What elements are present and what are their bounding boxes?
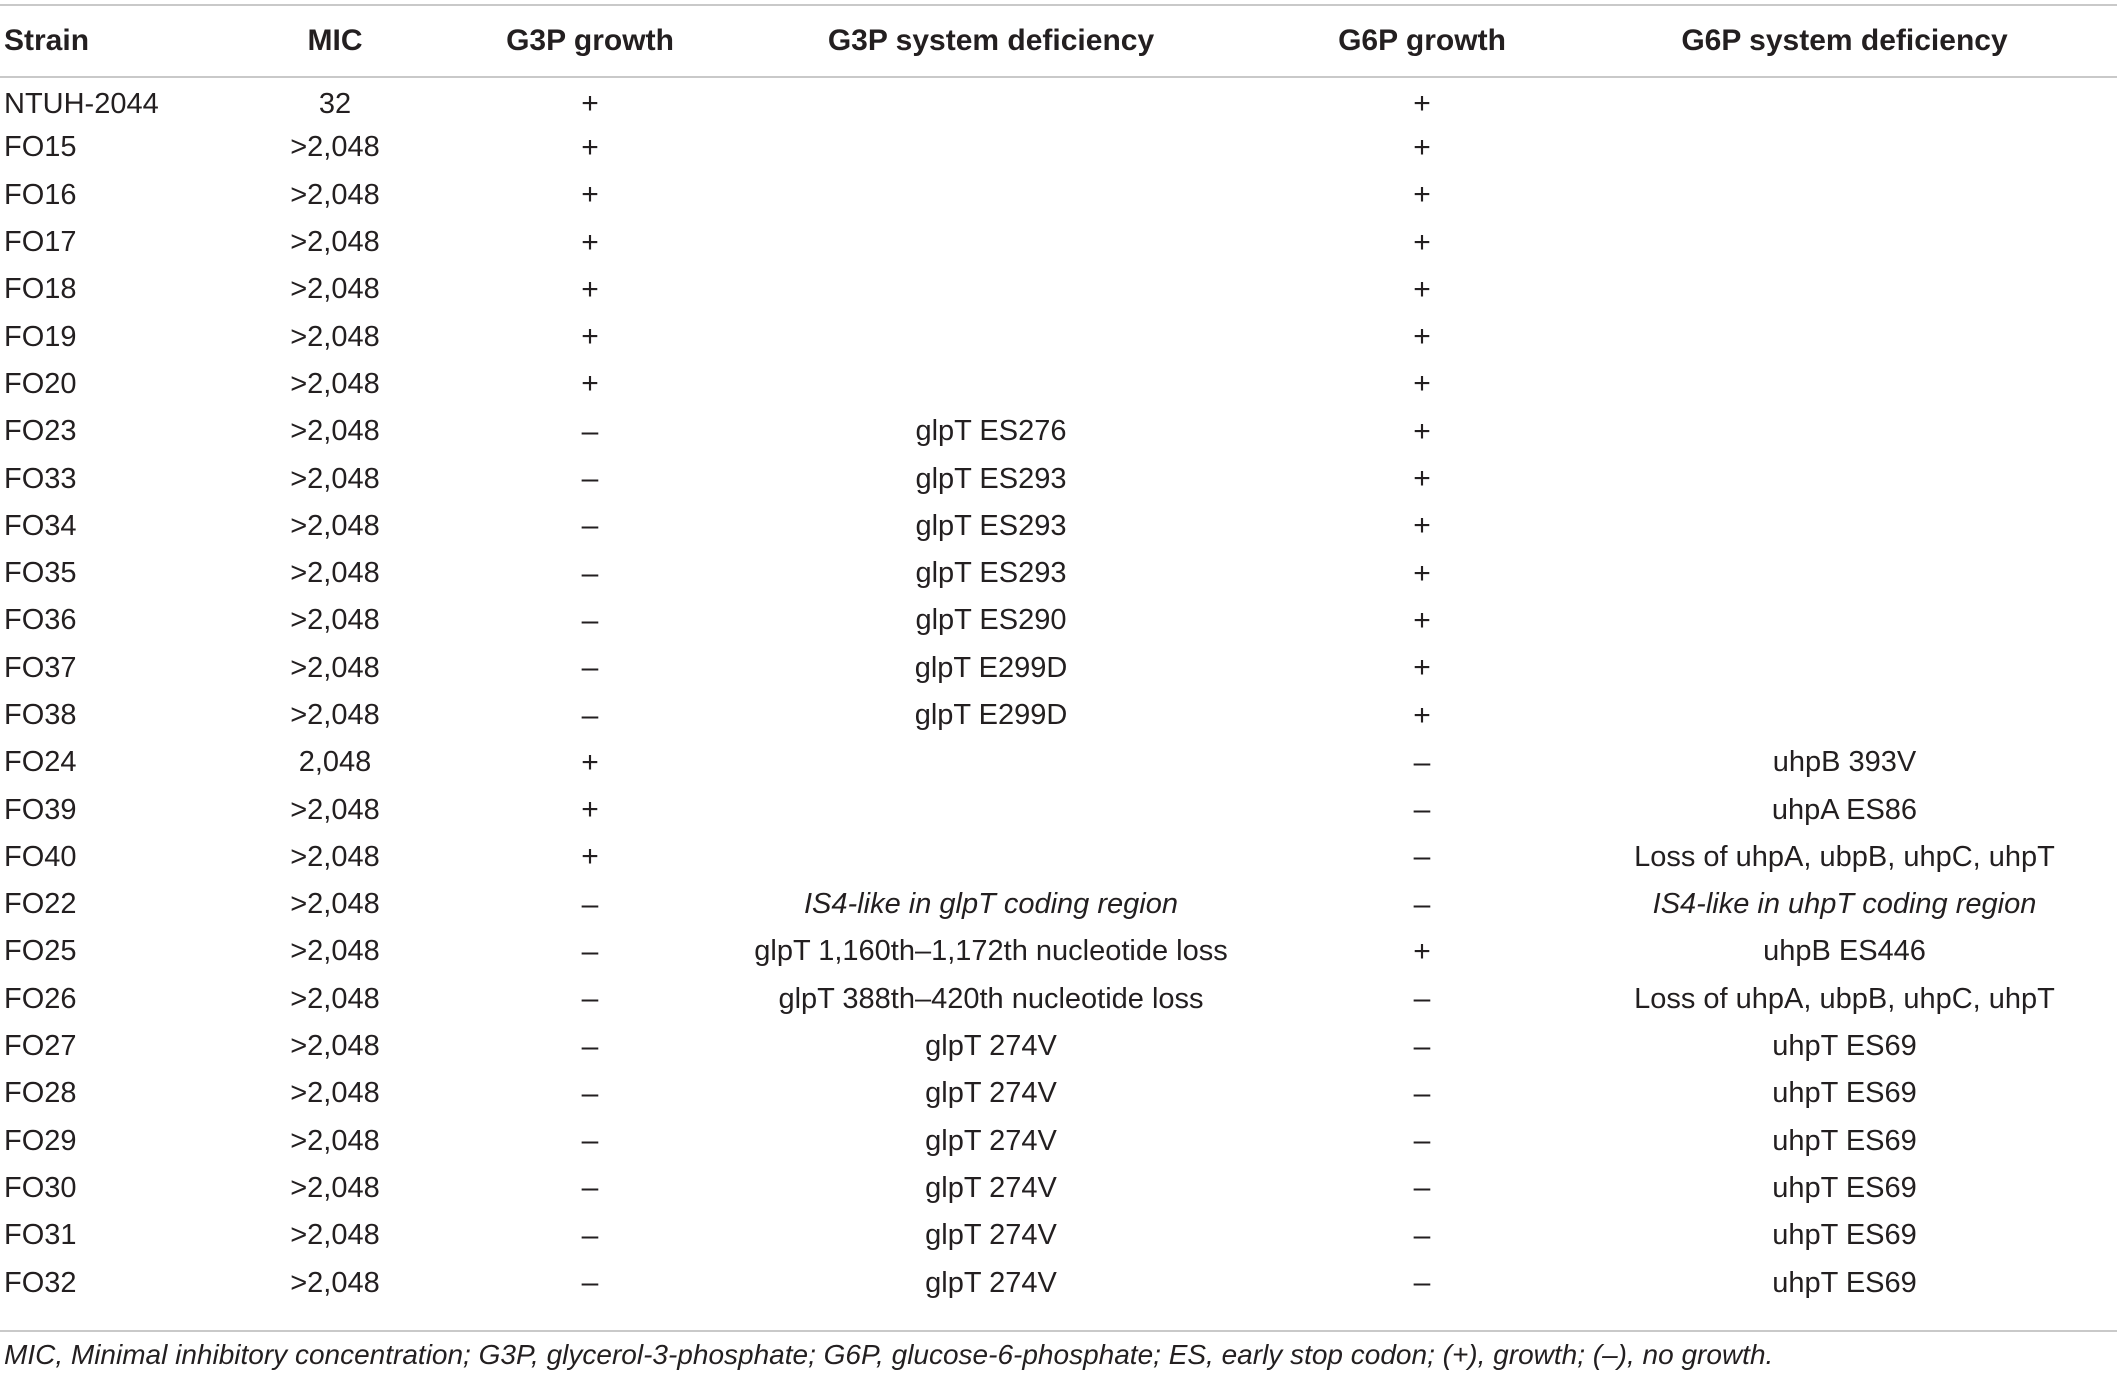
cell-g3p-growth: – bbox=[581, 462, 599, 496]
cell-g3p-deficiency bbox=[710, 361, 1272, 408]
cell-strain: FO24 bbox=[4, 746, 77, 779]
table-row bbox=[0, 408, 2117, 455]
cell-g6p-growth: + bbox=[1413, 225, 1431, 259]
table-row bbox=[0, 172, 2117, 219]
cell-g6p-growth: – bbox=[1413, 1218, 1431, 1252]
cell-strain: FO29 bbox=[4, 1124, 77, 1157]
cell-g3p-deficiency: glpT ES293 bbox=[915, 462, 1067, 495]
cell-g6p-growth: – bbox=[1413, 1171, 1431, 1205]
cell-g3p-growth: – bbox=[581, 556, 599, 590]
cell-g3p-growth: – bbox=[581, 603, 599, 637]
cell-g6p-deficiency bbox=[1572, 550, 2117, 597]
cell-g6p-deficiency bbox=[1572, 645, 2117, 692]
cell-mic: 32 bbox=[318, 87, 352, 120]
column-header-g6p-deficiency: G6P system deficiency bbox=[1681, 24, 2008, 57]
cell-mic: >2,048 bbox=[290, 131, 380, 164]
cell-g6p-growth: + bbox=[1413, 651, 1431, 685]
cell-g3p-deficiency: glpT 274V bbox=[925, 1077, 1057, 1110]
header-row bbox=[0, 5, 2117, 77]
cell-g3p-growth: + bbox=[581, 178, 599, 212]
cell-g3p-deficiency: glpT ES293 bbox=[915, 557, 1067, 590]
cell-g3p-growth: – bbox=[581, 982, 599, 1016]
table-row bbox=[0, 266, 2117, 313]
cell-g6p-deficiency bbox=[1572, 313, 2117, 360]
cell-g3p-growth: – bbox=[581, 887, 599, 921]
cell-g3p-growth: + bbox=[581, 130, 599, 164]
cell-strain: FO40 bbox=[4, 840, 77, 873]
cell-mic: >2,048 bbox=[290, 509, 380, 542]
cell-mic: >2,048 bbox=[290, 888, 380, 921]
cell-mic: >2,048 bbox=[290, 793, 380, 826]
cell-mic: >2,048 bbox=[290, 273, 380, 306]
cell-strain: FO19 bbox=[4, 320, 77, 353]
cell-g3p-growth: – bbox=[581, 651, 599, 685]
cell-mic: >2,048 bbox=[290, 1171, 380, 1204]
table-row bbox=[0, 1165, 2117, 1212]
cell-g6p-growth: + bbox=[1413, 556, 1431, 590]
cell-g6p-growth: + bbox=[1413, 698, 1431, 732]
cell-g3p-deficiency: glpT 274V bbox=[925, 1124, 1057, 1157]
table-row bbox=[0, 976, 2117, 1023]
cell-g3p-growth: + bbox=[581, 87, 599, 121]
table-row bbox=[0, 834, 2117, 881]
cell-g6p-growth: + bbox=[1413, 414, 1431, 448]
cell-g3p-deficiency: glpT 274V bbox=[925, 1171, 1057, 1204]
table-row bbox=[0, 1070, 2117, 1117]
cell-mic: >2,048 bbox=[290, 699, 380, 731]
cell-g6p-growth: – bbox=[1413, 1029, 1431, 1063]
cell-g3p-deficiency: glpT E299D bbox=[914, 651, 1068, 684]
cell-g6p-deficiency: Loss of uhpA, ubpB, uhpC, uhpT bbox=[1634, 982, 2055, 1015]
cell-mic: >2,048 bbox=[290, 178, 380, 211]
cell-mic: >2,048 bbox=[290, 651, 380, 684]
cell-strain: FO16 bbox=[4, 178, 77, 211]
cell-g3p-growth: + bbox=[581, 745, 599, 779]
table-row bbox=[0, 1118, 2117, 1165]
cell-g3p-growth: + bbox=[581, 367, 599, 401]
cell-g6p-deficiency bbox=[1572, 692, 2117, 739]
cell-strain: FO22 bbox=[4, 888, 77, 921]
table-row bbox=[0, 313, 2117, 360]
cell-strain: FO34 bbox=[4, 509, 77, 542]
cell-strain: FO17 bbox=[4, 226, 77, 259]
cell-g6p-deficiency: uhpT ES69 bbox=[1772, 1077, 1917, 1110]
cell-mic: >2,048 bbox=[290, 604, 380, 637]
table-row bbox=[0, 219, 2117, 266]
cell-g6p-deficiency: IS4-like in uhpT coding region bbox=[1652, 888, 2037, 921]
cell-g3p-growth: + bbox=[581, 320, 599, 354]
table-row bbox=[0, 881, 2117, 928]
cell-g3p-deficiency bbox=[710, 124, 1272, 171]
cell-g6p-deficiency bbox=[1572, 77, 2117, 124]
cell-strain: FO18 bbox=[4, 273, 77, 306]
cell-g6p-growth: + bbox=[1413, 462, 1431, 496]
cell-strain: FO28 bbox=[4, 1077, 77, 1110]
cell-g3p-growth: + bbox=[581, 840, 599, 874]
cell-g6p-growth: + bbox=[1413, 130, 1431, 164]
cell-g6p-deficiency bbox=[1572, 219, 2117, 266]
cell-g3p-growth: – bbox=[581, 1124, 599, 1158]
cell-g3p-deficiency bbox=[710, 77, 1272, 124]
cell-g3p-deficiency: glpT E299D bbox=[914, 699, 1068, 731]
cell-g3p-deficiency: glpT ES293 bbox=[915, 509, 1067, 542]
cell-strain: FO39 bbox=[4, 793, 77, 826]
cell-strain: FO25 bbox=[4, 935, 77, 968]
cell-g6p-growth: – bbox=[1413, 840, 1431, 874]
cell-g6p-growth: + bbox=[1413, 178, 1431, 212]
cell-strain: FO38 bbox=[4, 699, 77, 731]
cell-g6p-deficiency: uhpT ES69 bbox=[1772, 1171, 1917, 1204]
table-row bbox=[0, 1259, 2117, 1306]
cell-strain: FO26 bbox=[4, 982, 77, 1015]
cell-strain: FO27 bbox=[4, 1030, 77, 1063]
cell-strain: FO23 bbox=[4, 415, 77, 448]
cell-g6p-deficiency: uhpT ES69 bbox=[1772, 1124, 1917, 1157]
cell-g3p-growth: – bbox=[581, 698, 599, 732]
column-header-g6p-growth: G6P growth bbox=[1338, 24, 1506, 57]
cell-g6p-deficiency bbox=[1572, 408, 2117, 455]
cell-g3p-growth: – bbox=[581, 509, 599, 543]
cell-g6p-deficiency bbox=[1572, 361, 2117, 408]
cell-g3p-growth: – bbox=[581, 1266, 599, 1300]
cell-mic: >2,048 bbox=[290, 1219, 380, 1252]
cell-g6p-growth: + bbox=[1413, 934, 1431, 968]
cell-strain: FO15 bbox=[4, 131, 77, 164]
cell-strain: FO37 bbox=[4, 651, 77, 684]
cell-g6p-deficiency bbox=[1572, 172, 2117, 219]
table-row bbox=[0, 928, 2117, 975]
cell-g6p-deficiency: uhpB ES446 bbox=[1763, 935, 1926, 968]
table-row bbox=[0, 503, 2117, 550]
cell-g6p-deficiency bbox=[1572, 124, 2117, 171]
table-body bbox=[0, 77, 2117, 1307]
cell-strain: FO30 bbox=[4, 1171, 77, 1204]
cell-g3p-deficiency: IS4-like in glpT coding region bbox=[804, 888, 1178, 921]
cell-g3p-deficiency bbox=[710, 786, 1272, 833]
table-row bbox=[0, 597, 2117, 644]
cell-g6p-growth: + bbox=[1413, 509, 1431, 543]
cell-mic: >2,048 bbox=[290, 1077, 380, 1110]
cell-mic: >2,048 bbox=[290, 982, 380, 1015]
cell-g6p-deficiency: uhpB 393V bbox=[1772, 746, 1917, 779]
cell-g6p-growth: – bbox=[1413, 1266, 1431, 1300]
table-footnote: MIC, Minimal inhibitory concentration; G3P, glycerol-3-phosphate; G6P, glucose-6-phosphate; ES, early stop codon; (+), growth; (–), no growth. bbox=[4, 1339, 1774, 1370]
cell-g3p-deficiency: glpT 274V bbox=[925, 1266, 1057, 1299]
cell-mic: >2,048 bbox=[290, 1266, 380, 1299]
table-row bbox=[0, 692, 2117, 739]
cell-mic: 2,048 bbox=[298, 746, 372, 779]
cell-g6p-growth: + bbox=[1413, 272, 1431, 306]
cell-g3p-deficiency: glpT 274V bbox=[925, 1030, 1057, 1063]
table-row bbox=[0, 124, 2117, 171]
cell-g6p-deficiency bbox=[1572, 503, 2117, 550]
cell-g6p-growth: – bbox=[1413, 793, 1431, 827]
table-row bbox=[0, 786, 2117, 833]
strain-table bbox=[0, 4, 2117, 1307]
cell-strain: NTUH-2044 bbox=[4, 87, 159, 120]
cell-g3p-growth: – bbox=[581, 1076, 599, 1110]
cell-g3p-growth: + bbox=[581, 793, 599, 827]
table-row bbox=[0, 1023, 2117, 1070]
cell-g6p-deficiency bbox=[1572, 597, 2117, 644]
cell-g6p-growth: – bbox=[1413, 887, 1431, 921]
table-header bbox=[0, 5, 2117, 77]
cell-strain: FO33 bbox=[4, 462, 77, 495]
cell-strain: FO36 bbox=[4, 604, 77, 637]
cell-mic: >2,048 bbox=[290, 367, 380, 400]
cell-g3p-deficiency: glpT 388th–420th nucleotide loss bbox=[778, 982, 1204, 1015]
table-row bbox=[0, 645, 2117, 692]
cell-g3p-growth: – bbox=[581, 414, 599, 448]
cell-strain: FO35 bbox=[4, 557, 77, 590]
data-table-container bbox=[0, 4, 2117, 1307]
cell-g3p-deficiency bbox=[710, 834, 1272, 881]
cell-g6p-deficiency bbox=[1572, 266, 2117, 313]
cell-g6p-growth: + bbox=[1413, 603, 1431, 637]
cell-g3p-deficiency bbox=[710, 219, 1272, 266]
cell-strain: FO31 bbox=[4, 1219, 77, 1252]
cell-g3p-deficiency bbox=[710, 739, 1272, 786]
cell-g6p-growth: + bbox=[1413, 367, 1431, 401]
cell-g3p-growth: – bbox=[581, 934, 599, 968]
column-header-g3p-growth: G3P growth bbox=[506, 24, 674, 57]
cell-g6p-growth: – bbox=[1413, 1124, 1431, 1158]
table-row bbox=[0, 550, 2117, 597]
cell-mic: >2,048 bbox=[290, 935, 380, 968]
cell-g3p-growth: – bbox=[581, 1171, 599, 1205]
cell-g6p-growth: + bbox=[1413, 320, 1431, 354]
table-row bbox=[0, 455, 2117, 502]
cell-mic: >2,048 bbox=[290, 462, 380, 495]
cell-g3p-growth: + bbox=[581, 225, 599, 259]
table-row bbox=[0, 77, 2117, 124]
cell-g3p-deficiency bbox=[710, 172, 1272, 219]
cell-g6p-growth: – bbox=[1413, 745, 1431, 779]
cell-g3p-deficiency: glpT ES276 bbox=[915, 415, 1067, 448]
cell-g3p-deficiency: glpT 274V bbox=[925, 1219, 1057, 1252]
column-header-g3p-deficiency: G3P system deficiency bbox=[827, 24, 1155, 57]
cell-g6p-deficiency bbox=[1572, 455, 2117, 502]
table-row bbox=[0, 361, 2117, 408]
cell-g3p-growth: – bbox=[581, 1218, 599, 1252]
cell-mic: >2,048 bbox=[290, 415, 380, 448]
cell-mic: >2,048 bbox=[290, 1124, 380, 1157]
cell-g6p-deficiency: uhpT ES69 bbox=[1772, 1266, 1917, 1299]
cell-strain: FO20 bbox=[4, 367, 77, 400]
cell-g6p-deficiency: uhpA ES86 bbox=[1771, 793, 1918, 826]
cell-strain: FO32 bbox=[4, 1266, 77, 1299]
cell-g3p-deficiency: glpT ES290 bbox=[915, 604, 1067, 637]
cell-g3p-deficiency: glpT 1,160th–1,172th nucleotide loss bbox=[754, 935, 1228, 968]
table-row bbox=[0, 1212, 2117, 1259]
cell-g6p-deficiency: Loss of uhpA, ubpB, uhpC, uhpT bbox=[1634, 840, 2055, 873]
cell-g6p-deficiency: uhpT ES69 bbox=[1772, 1219, 1917, 1252]
column-header-strain: Strain bbox=[4, 24, 90, 57]
cell-g6p-deficiency: uhpT ES69 bbox=[1772, 1030, 1917, 1063]
cell-mic: >2,048 bbox=[290, 557, 380, 590]
cell-mic: >2,048 bbox=[290, 320, 380, 353]
cell-g6p-growth: – bbox=[1413, 982, 1431, 1016]
cell-g3p-growth: – bbox=[581, 1029, 599, 1063]
cell-mic: >2,048 bbox=[290, 1030, 380, 1063]
cell-g6p-growth: + bbox=[1413, 87, 1431, 121]
table-row bbox=[0, 739, 2117, 786]
cell-g3p-growth: + bbox=[581, 272, 599, 306]
footer-divider bbox=[0, 1330, 2117, 1332]
cell-g6p-growth: – bbox=[1413, 1076, 1431, 1110]
cell-g3p-deficiency bbox=[710, 266, 1272, 313]
column-header-mic: MIC bbox=[307, 24, 363, 57]
cell-mic: >2,048 bbox=[290, 226, 380, 259]
cell-g3p-deficiency bbox=[710, 313, 1272, 360]
cell-mic: >2,048 bbox=[290, 840, 380, 873]
